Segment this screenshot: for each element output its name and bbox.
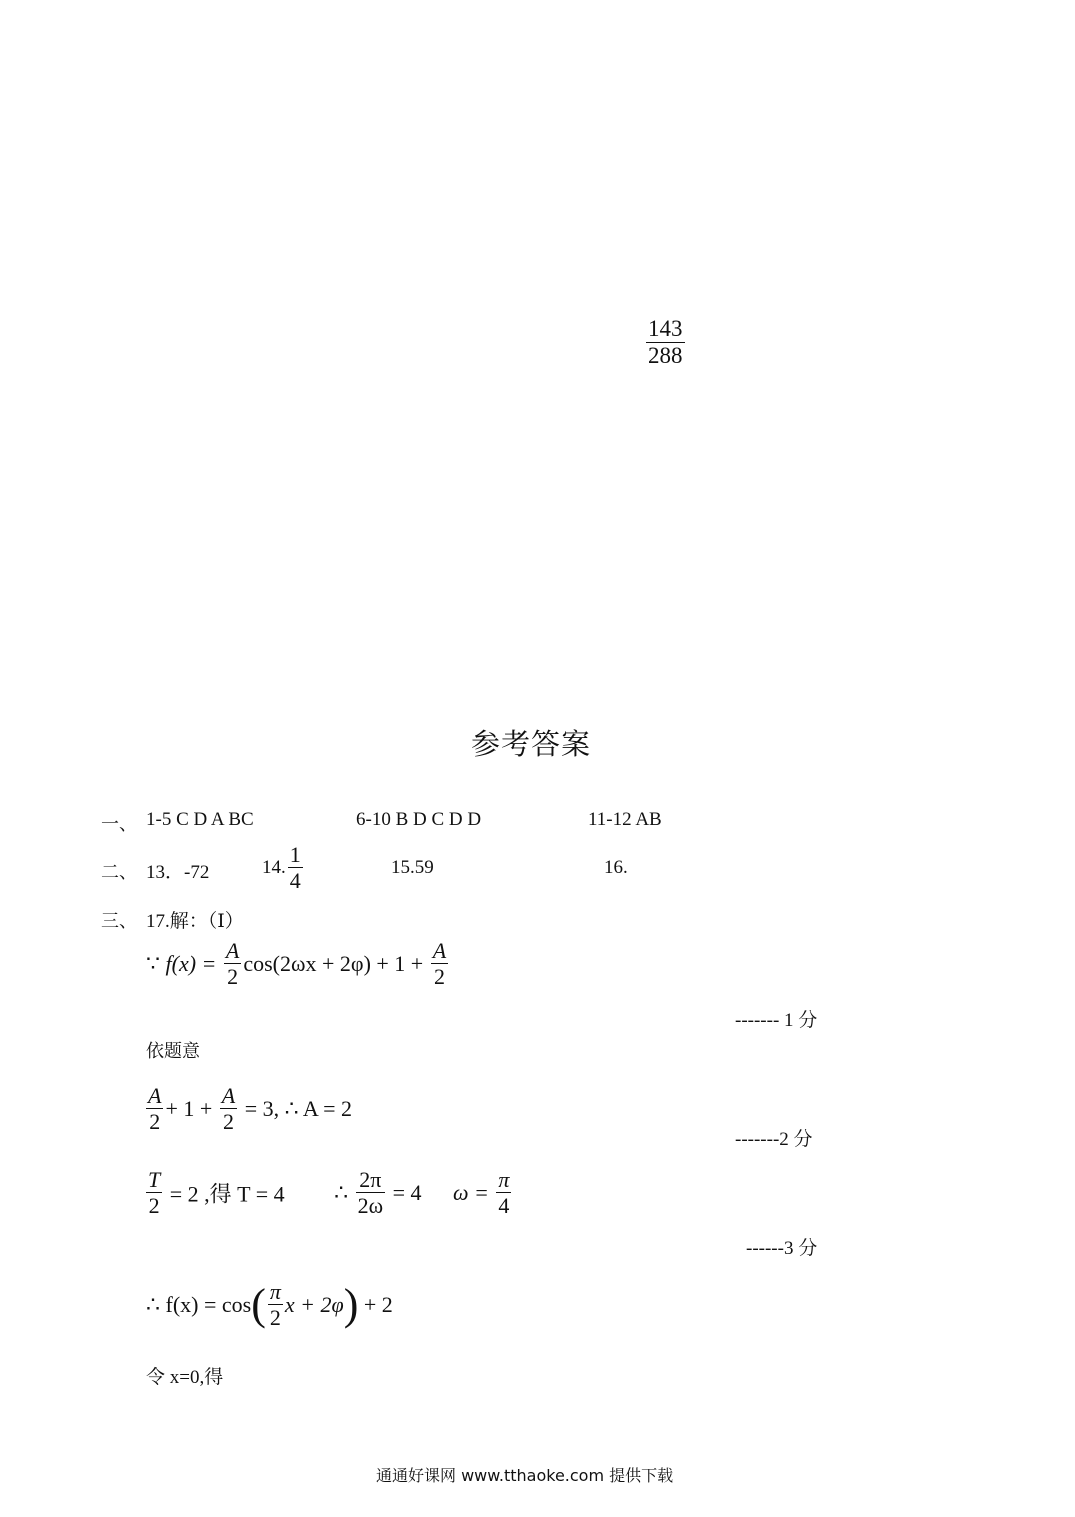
equation-3-omega: ω = xyxy=(453,1179,489,1205)
answer-14 xyxy=(262,842,305,894)
answer-16: 16. xyxy=(604,857,628,878)
according-to-question: 依题意 xyxy=(146,1041,200,1062)
equation-3-frac1-num: T xyxy=(148,1167,161,1192)
answer-14-label: 14. xyxy=(262,856,286,878)
equation-4-therefore: ∴ xyxy=(146,1291,160,1317)
equation-2-frac1-num: A xyxy=(148,1083,162,1108)
score-2: -------2 分 xyxy=(735,1129,813,1150)
let-x-zero: 令 x=0,得 xyxy=(146,1367,224,1388)
equation-3-frac2-den: 2ω xyxy=(357,1193,384,1219)
section3-prefix: 三、 xyxy=(101,911,137,932)
equation-1-frac2-den: 2 xyxy=(433,964,445,990)
equation-2-frac1-den: 2 xyxy=(149,1109,161,1135)
top-fraction-numerator: 143 xyxy=(646,316,685,343)
page-footer: 通通好课网 www.tthaoke.com 提供下载 xyxy=(376,1466,674,1485)
top-fraction-denominator: 288 xyxy=(648,343,683,369)
equation-4-tail: + 2 xyxy=(363,1291,393,1317)
left-paren: ( xyxy=(251,1279,266,1329)
equation-1-lhs: f(x) = xyxy=(165,950,217,976)
equation-4-frac-den: 2 xyxy=(269,1305,281,1331)
section1-group3: 11-12 AB xyxy=(588,809,662,830)
equation-2-mid: + 1 + xyxy=(165,1095,213,1121)
equation-3-part1: = 2 ,得 T = 4 xyxy=(169,1181,285,1207)
answer-15: 15.59 xyxy=(391,857,434,878)
section2-prefix: 二、 xyxy=(101,862,137,883)
equation-2-frac2-num: A xyxy=(221,1083,236,1108)
section1-prefix: 一、 xyxy=(101,814,137,835)
equation-1-frac-num: A xyxy=(225,938,240,963)
equation-1-frac2-num: A xyxy=(432,938,447,963)
right-paren: ) xyxy=(343,1279,359,1329)
answer-14-denominator: 4 xyxy=(289,868,301,894)
equation-3-frac3-num: π xyxy=(498,1167,510,1192)
section1-group1: 1-5 C D A BC xyxy=(146,809,254,830)
because-symbol: ∵ xyxy=(146,950,160,976)
answer-14-numerator: 1 xyxy=(289,842,301,867)
equation-3-frac1-den: 2 xyxy=(148,1193,160,1219)
equation-4 xyxy=(146,1279,393,1331)
equation-3-part2: = 4 xyxy=(392,1179,422,1205)
equation-3-therefore: ∴ xyxy=(334,1179,349,1205)
equation-3-frac2-num: 2π xyxy=(356,1167,385,1193)
section1-group2: 6-10 B D C D D xyxy=(356,809,482,830)
equation-4-frac-num: π xyxy=(269,1279,281,1304)
equation-1-frac-den: 2 xyxy=(227,964,239,990)
equation-3 xyxy=(144,1167,513,1219)
equation-2-tail: = 3, ∴ A = 2 xyxy=(244,1095,353,1121)
score-3: ------3 分 xyxy=(746,1238,818,1259)
equation-2-frac2-den: 2 xyxy=(223,1109,234,1135)
question-17-heading: 17.解：（Ⅰ） xyxy=(146,911,244,932)
equation-4-inner: x + 2φ xyxy=(284,1291,344,1317)
equation-3-frac3-den: 4 xyxy=(498,1193,510,1219)
score-1: ------- 1 分 xyxy=(735,1010,818,1031)
equation-1-mid: cos(2ωx + 2φ) + 1 + xyxy=(243,950,424,976)
answer-13: 13．-72 xyxy=(146,862,210,883)
page-title: 参考答案 xyxy=(471,727,592,761)
equation-2 xyxy=(144,1083,352,1135)
equation-4-lhs: f(x) = cos xyxy=(165,1291,252,1317)
equation-1 xyxy=(146,938,450,990)
top-fraction xyxy=(644,316,687,370)
